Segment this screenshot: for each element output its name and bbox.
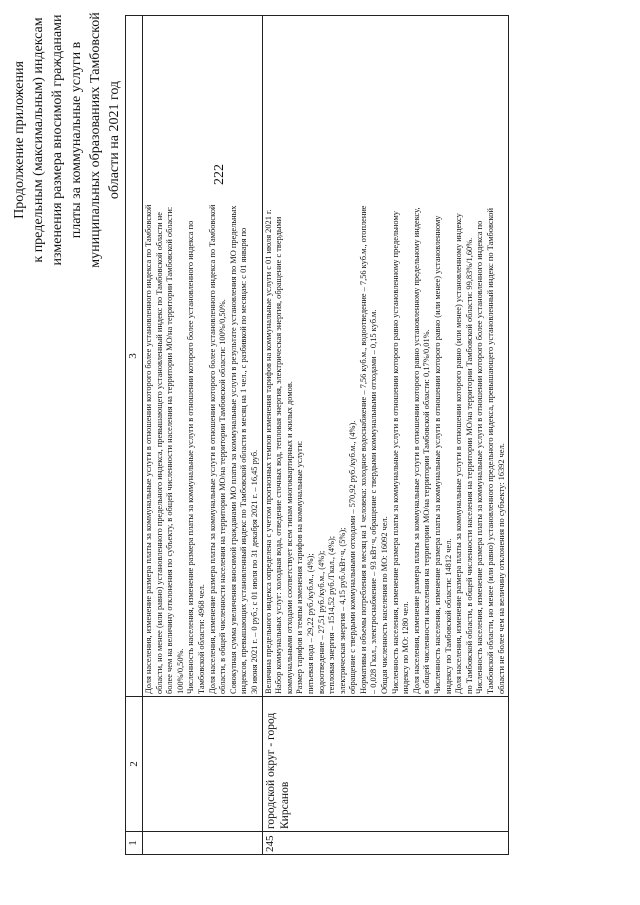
indices-table xyxy=(125,15,509,855)
description-line: по Тамбовской области, в общей численности населения на территории МО/на территории Тамбовской области: 99,83%/1,60%. xyxy=(464,237,474,694)
description-line: Общая численность населения по МО: 16092 чел. xyxy=(380,516,390,694)
description-line: Численность населения, изменение размера платы за коммунальные услуги в отношении которого равно (или менее) установленному xyxy=(433,215,443,694)
description-line: Численность населения, изменение размера платы за коммунальные услуги в отношении которого более установленного индекса по xyxy=(475,220,485,694)
description-line: Доля населения, изменение размера платы за коммунальные услуги в отношении которого более установленного индекса по Тамбовской xyxy=(144,204,153,694)
description-line: области не более чем на величину отклонения по субъекту: 16392 чел. xyxy=(496,443,506,694)
header-line: изменения размера вносимой гражданами xyxy=(50,14,65,266)
description-line: индексу по Тамбовской области: 14812 чел. xyxy=(443,538,453,694)
description-line: Доля населения, изменение размера платы за коммунальные услуги в отношении которого более установленного индекса по Тамбовской xyxy=(207,204,217,694)
description-line: коммунальными отходами соответствует всем типам многоквартирных и жилых домов. xyxy=(284,381,294,694)
description-line: 100%/0,50%. xyxy=(175,648,185,694)
description-line: питьевая вода – 29,22 руб./куб.м., (4%); xyxy=(305,553,315,694)
page-number: 222 xyxy=(212,164,227,185)
description-line: более чем на величину отклонения по субъекту, в общей численности населения на территории МО/на территории Тамбовской области: xyxy=(165,206,175,694)
description-line: Набор коммунальных услуг: холодная вода, отведение сточных вод, тепловая энергия, электрическая энергия, обращение с твердыми xyxy=(274,216,284,694)
description-line: Численность населения, изменение размера платы за коммунальные услуги в отношении которого равно установленному предельному xyxy=(390,211,400,694)
description-line: обращение с твердыми коммунальными отходами – 570,92 руб./куб.м., (4%). xyxy=(348,420,358,694)
description-line: области, но менее (или равно) установленного предельного индекса, превышающего установленный индекс по Тамбовской области не xyxy=(154,212,164,694)
description-line: Доля населения, изменение размера платы за коммунальные услуги в отношении которого равно установленному предельному индексу, xyxy=(411,207,421,694)
column-number: 1 xyxy=(126,832,143,855)
row-number-cell xyxy=(143,832,263,855)
row-number: 245 xyxy=(262,832,509,855)
entry-description xyxy=(264,18,508,694)
header-line: к предельным (максимальным) индексам xyxy=(31,17,46,263)
description-line: Нормативы и объемы потребления в месяц на 1 человека: холодное водоснабжение – 7,56 куб.м., водоотведение – 7,56 куб.м., отопление xyxy=(358,205,368,694)
appendix-header xyxy=(10,5,124,275)
description-line: тепловая энергия – 1514,52 руб./Гкал., (4%); xyxy=(327,535,337,694)
description-line: индексу по МО: 1280 чел. xyxy=(401,601,411,694)
description-line: Совокупная сумма увеличения вносимой гражданами МО платы за коммунальные услуги в результате установления по МО предельных xyxy=(228,205,238,694)
municipality-name: городской округ - город Кирсанов xyxy=(262,697,509,832)
column-number-row xyxy=(126,16,143,855)
description-line: Тамбовской области: 4968 чел. xyxy=(196,584,206,694)
description-line: Численность населения, изменение размера платы за коммунальные услуги в отношении которого более установленного индекса по xyxy=(186,220,196,694)
continued-description xyxy=(144,18,261,694)
description-line: 30 июня 2021 г. – 0 руб.; с 01 июля по 31 декабря 2021 г. – 16,45 руб. xyxy=(249,449,259,694)
table-row-continued xyxy=(143,16,263,855)
description-line: области, в общей численности населения на территории МО/на территории Тамбовской области: 100%/0,50%. xyxy=(218,299,228,694)
header-line: Продолжение приложения xyxy=(12,61,27,219)
header-line: области на 2021 год xyxy=(107,80,122,200)
description-line: водоотведение – 27,51 руб./куб.м., (4%); xyxy=(316,550,326,694)
table-row-245 xyxy=(262,16,509,855)
header-line: муниципальных образованиях Тамбовской xyxy=(88,12,103,268)
description-cell xyxy=(262,16,509,697)
description-line: Размер тарифов и темпы изменения тарифов на коммунальные услуги: xyxy=(295,440,305,694)
header-line: платы за коммунальные услуги в xyxy=(69,41,84,239)
description-line: – 0,028 Гкал., электроснабжение – 93 кВт·ч, обращение с твердыми коммунальными отходами – 0,15 куб.м. xyxy=(369,309,379,694)
column-number: 3 xyxy=(126,16,143,697)
description-line: индексов, превышающих установленный индекс по Тамбовской области в месяц на 1 чел., с разбивкой по месяцам: с 01 января по xyxy=(239,227,249,694)
description-line: электрическая энергия – 4,15 руб./кВт·ч, (5%); xyxy=(337,527,347,694)
column-number: 2 xyxy=(126,697,143,832)
description-line: Доля населения, изменение размера платы за коммунальные услуги в отношении которого равно (или менее) установленному индексу xyxy=(454,213,464,694)
description-line: Тамбовской области, но менее (или равно) установленного предельного индекса, превышающего установленный индекс по Тамбовской xyxy=(486,208,495,694)
municipality-cell xyxy=(143,697,263,832)
description-cell xyxy=(143,16,263,697)
description-line: Величина предельного индекса определена с учетом прогнозных темпов изменения тарифов на коммунальные услуги с 01 июля 2021 г. xyxy=(263,209,273,694)
description-line: в общей численности населения на территории МО/на территории Тамбовской области: 0,17%/0,01%. xyxy=(422,329,432,694)
